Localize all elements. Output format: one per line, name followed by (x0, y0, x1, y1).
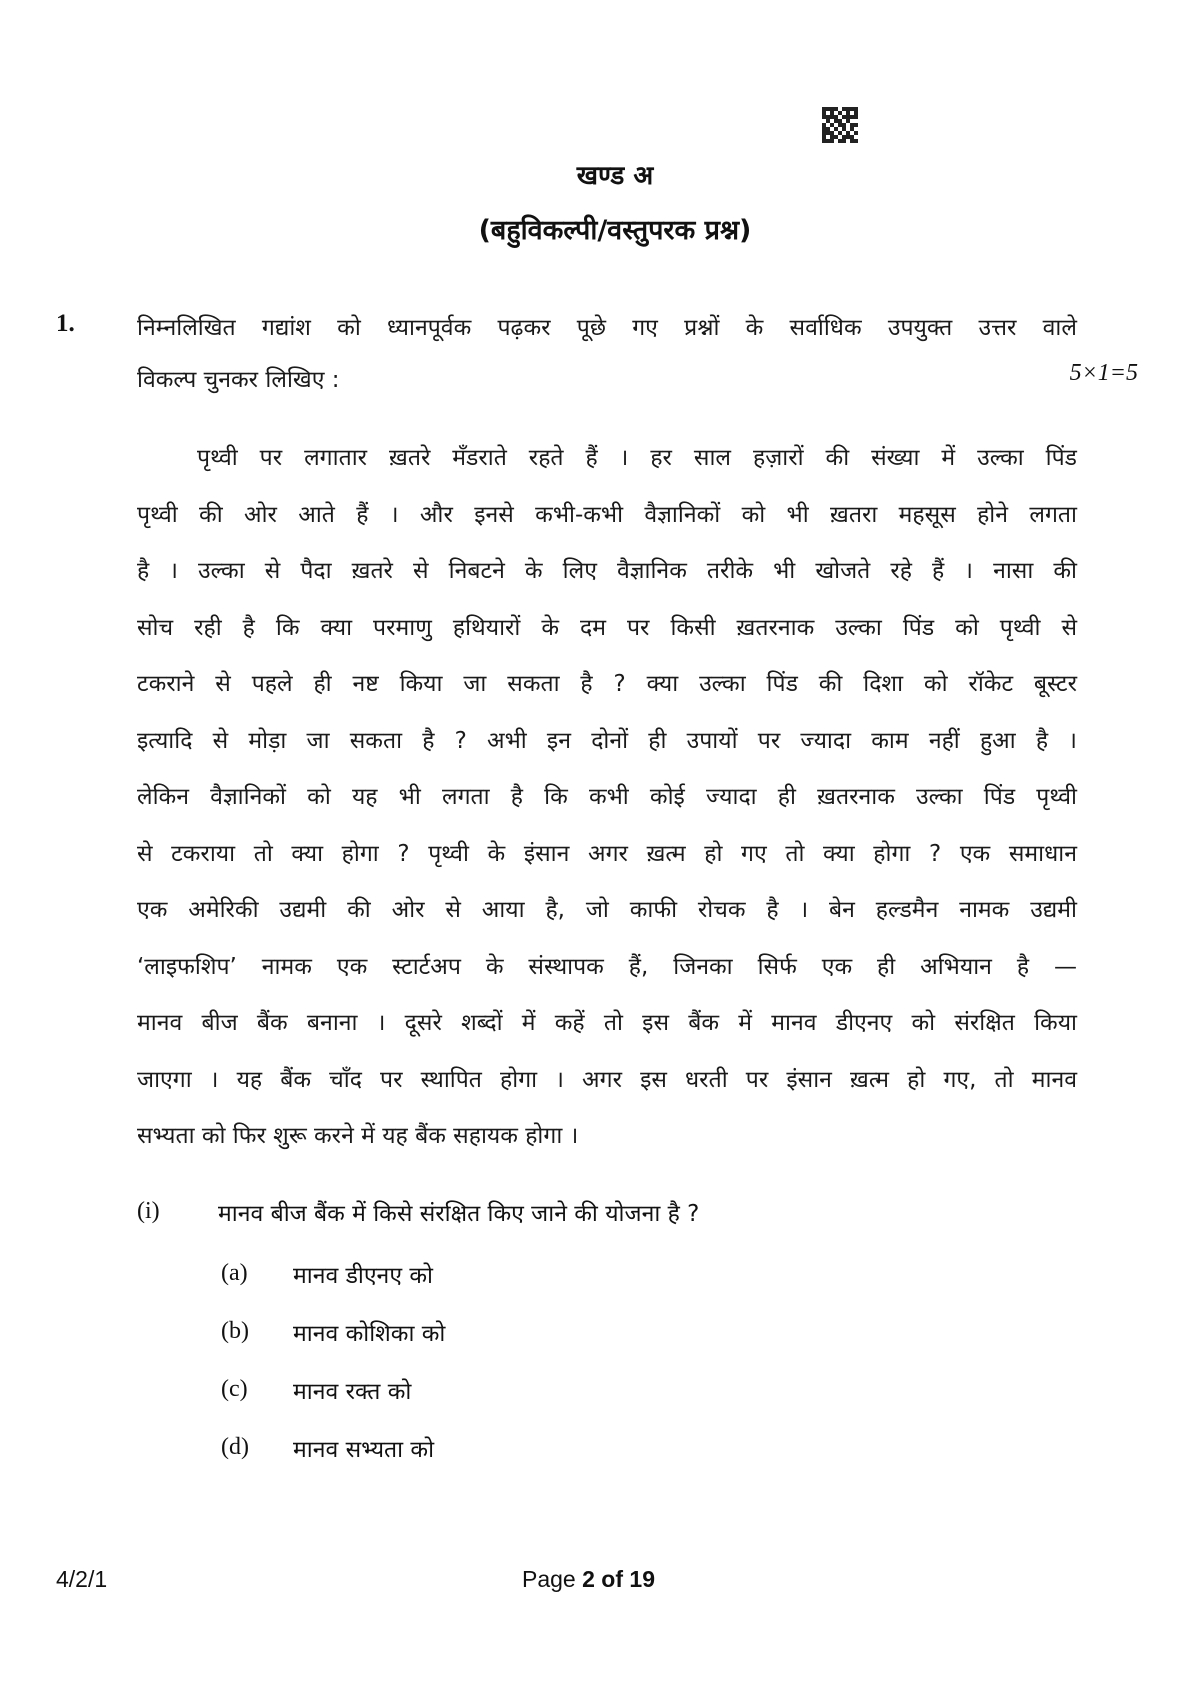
option-label: (d) (221, 1434, 249, 1460)
option-label: (b) (221, 1318, 249, 1344)
page-number (522, 1566, 655, 1593)
passage-line: जाएगा । यह बैंक चाँद पर स्थापित होगा । अगर इस धरती पर इंसान ख़त्म हो गए, तो मानव (137, 1066, 1077, 1093)
option-text: मानव कोशिका को (293, 1321, 446, 1347)
section-subtitle: (बहुविकल्पी/वस्तुपरक प्रश्न) (478, 215, 752, 246)
passage-line: एक अमेरिकी उद्यमी की ओर से आया है, जो काफी रोचक है । बेन हल्डमैन नामक उद्यमी (137, 897, 1077, 923)
option-label: (c) (221, 1376, 248, 1402)
passage-line: सभ्यता को फिर शुरू करने में यह बैंक सहायक होगा । (137, 1123, 579, 1149)
qr-code-icon (822, 107, 858, 143)
paper-code: 4/2/1 (56, 1566, 108, 1592)
instruction-line: निम्नलिखित गद्यांश को ध्यानपूर्वक पढ़कर पूछे गए प्रश्नों के सर्वाधिक उपयुक्त उत्तर वाले (137, 315, 1077, 341)
passage-line: है । उल्का से पैदा ख़तरे से निबटने के लिए वैज्ञानिक तरीके भी खोजते रहे हैं । नासा की (137, 558, 1077, 584)
passage-line: ‘लाइफशिप’ नामक एक स्टार्टअप के संस्थापक हैं, जिनका सिर्फ एक ही अभियान है — (137, 953, 1077, 980)
passage-line: पृथ्वी पर लगातार ख़तरे मँडराते रहते हैं । हर साल हज़ारों की संख्या में उल्का पिंड (197, 445, 1077, 471)
passage-line: इत्यादि से मोड़ा जा सकता है ? अभी इन दोनों ही उपायों पर ज्यादा काम नहीं हुआ है । (137, 727, 1077, 754)
page-current: 2 (582, 1566, 595, 1592)
passage-line: टकराने से पहले ही नष्ट किया जा सकता है ? क्या उल्का पिंड की दिशा को रॉकेट बूस्टर (137, 671, 1077, 697)
passage-line: पृथ्वी की ओर आते हैं । और इनसे कभी-कभी वैज्ञानिकों को भी ख़तरा महसूस होने लगता (137, 501, 1077, 528)
sub-question-label: (i) (137, 1198, 160, 1224)
question-instruction (137, 302, 1077, 406)
option-text: मानव रक्त को (293, 1379, 412, 1405)
page-total: 19 (629, 1566, 655, 1592)
passage-line: लेकिन वैज्ञानिकों को यह भी लगता है कि कभी कोई ज्यादा ही ख़तरनाक उल्का पिंड पृथ्वी (137, 784, 1077, 810)
page-prefix: Page (522, 1566, 583, 1592)
question-number: 1. (56, 310, 75, 337)
sub-question-text: मानव बीज बैंक में किसे संरक्षित किए जाने की योजना है ? (218, 1201, 700, 1227)
section-title: खण्ड अ (576, 161, 654, 191)
option-label: (a) (221, 1260, 248, 1286)
passage-line: मानव बीज बैंक बनाना । दूसरे शब्दों में कहें तो इस बैंक में मानव डीएनए को संरक्षित किया (137, 1010, 1077, 1036)
passage (137, 430, 1077, 1165)
marks-label: 5×1=5 (1069, 360, 1138, 386)
passage-line: से टकराया तो क्या होगा ? पृथ्वी के इंसान अगर ख़त्म हो गए तो क्या होगा ? एक समाधान (137, 840, 1077, 867)
passage-line: सोच रही है कि क्या परमाणु हथियारों के दम पर किसी ख़तरनाक उल्का पिंड को पृथ्वी से (137, 614, 1077, 641)
instruction-line: विकल्प चुनकर लिखिए : (137, 367, 340, 393)
page-of: of (594, 1566, 630, 1592)
option-text: मानव सभ्यता को (293, 1437, 435, 1463)
option-text: मानव डीएनए को (293, 1263, 433, 1289)
